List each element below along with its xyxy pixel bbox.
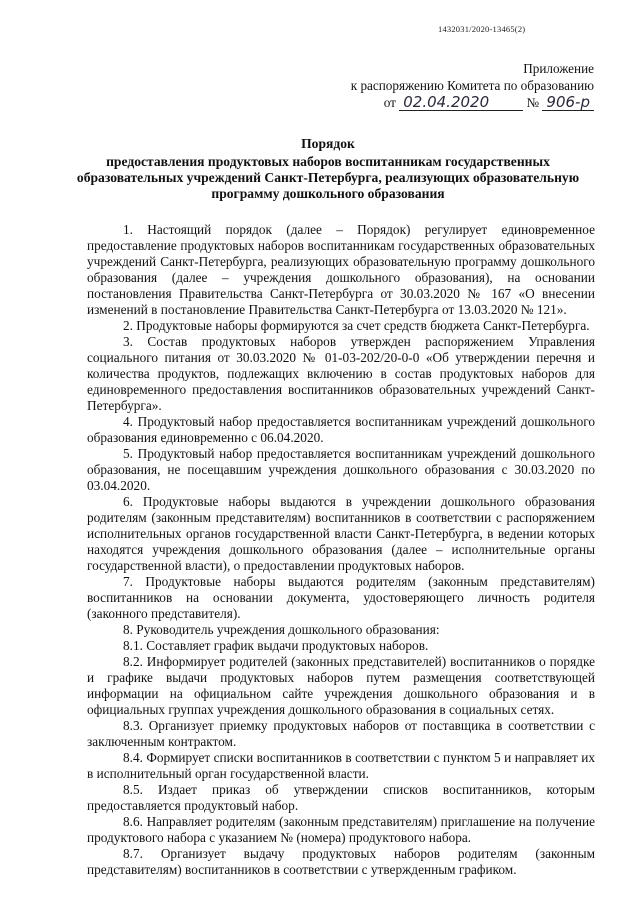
paragraph-4: 4. Продуктовый набор предоставляется воспитанникам учреждений дошкольного образования единовременно с 06.04.2020. — [87, 414, 595, 445]
paragraph-8-6: 8.6. Направляет родителям (законным представителям) приглашение на получение продуктового набора с указанием № (номера) продуктового набора. — [87, 814, 595, 845]
paragraph-2: 2. Продуктовые наборы формируются за счет средств бюджета Санкт-Петербурга. — [123, 318, 590, 333]
paragraph-8-2: 8.2. Информирует родителей (законных представителей) воспитанников о порядке и графике выдачи продуктовых наборов путем размещения соответствующей информации на официальном сайте учреждения дошкольного образования и в официальных группах учреждения дошкольного образования в социальных сетях. — [87, 654, 595, 717]
paragraph-1: 1. Настоящий порядок (далее – Порядок) регулирует единовременное предоставление продуктовых наборов воспитанникам государственных образовательных учреждений Санкт-Петербурга, реализующих образовательную программу дошкольного образования (далее – учреждения дошкольного образования), на основании постановления Правительства Санкт-Петербурга от 30.03.2020 № 167 «О внесении изменений в постановление Правительства Санкт-Петербурга от 13.03.2020 № 121». — [87, 222, 595, 317]
paragraph-8-4: 8.4. Формирует списки воспитанников в соответствии с пунктом 5 и направляет их в исполнительный орган государственной власти. — [87, 750, 595, 781]
paragraph-7: 7. Продуктовые наборы выдаются родителям (законным представителям) воспитанников на основании документа, удостоверяющего личность родителя (законного представителя). — [87, 574, 595, 621]
document-title — [60, 136, 596, 202]
appendix-order-line: к распоряжению Комитета по образованию — [350, 78, 594, 93]
paragraph-8-3: 8.3. Организует приемку продуктовых наборов от поставщика в соответствии с заключенным контрактом. — [87, 718, 595, 749]
paragraph-5: 5. Продуктовый набор предоставляется воспитанникам учреждений дошкольного образования, не посещавшим учреждения дошкольного образования с 30.03.2020 по 03.04.2020. — [87, 446, 595, 493]
title-heading: Порядок — [301, 136, 355, 151]
number-field — [542, 95, 594, 111]
appendix-block — [294, 60, 594, 111]
appendix-date-number-line — [294, 94, 594, 111]
paragraph-8-7: 8.7. Организует выдачу продуктовых наборов родителям (законным представителям) воспитанников в соответствии с утвержденным графиком. — [87, 846, 595, 877]
number-prefix: № — [526, 95, 540, 110]
paragraph-8-5: 8.5. Издает приказ об утверждении списков воспитанников, которым предоставляется продуктовый набор. — [87, 782, 595, 813]
paragraph-6: 6. Продуктовые наборы выдаются в учреждении дошкольного образования родителям (законным представителям) воспитанников в соответствии с распоряжением исполнительных органов государственной власти Санкт-Петербурга, в ведении которых находятся учреждения дошкольного образования (далее – исполнительные органы государственной власти), о предоставлении продуктовых наборов. — [87, 494, 595, 573]
handwritten-date: 02.04.2020 — [403, 93, 490, 111]
paragraph-8: 8. Руководитель учреждения дошкольного образования: — [123, 622, 440, 637]
appendix-label: Приложение — [523, 61, 594, 76]
title-subtitle: предоставления продуктовых наборов воспитанникам государственных образовательных учреждений Санкт-Петербурга, реализующих образовательную программу дошкольного образования — [76, 154, 580, 201]
date-prefix: от — [383, 95, 396, 110]
handwritten-number: 906-р — [546, 93, 590, 111]
paragraph-3: 3. Состав продуктовых наборов утвержден распоряжением Управления социального питания от 30.03.2020 № 01-03-202/20-0-0 «Об утверждении перечня и количества продуктов, подлежащих включению в состав продуктовых наборов для единовременного предоставления воспитанников образовательных учреждений Санкт-Петербурга». — [87, 334, 595, 413]
document-id: 1432031/2020-13465(2) — [438, 24, 526, 34]
document-body — [87, 222, 595, 878]
date-field — [399, 95, 523, 111]
paragraph-8-1: 8.1. Составляет график выдачи продуктовых наборов. — [123, 638, 429, 653]
